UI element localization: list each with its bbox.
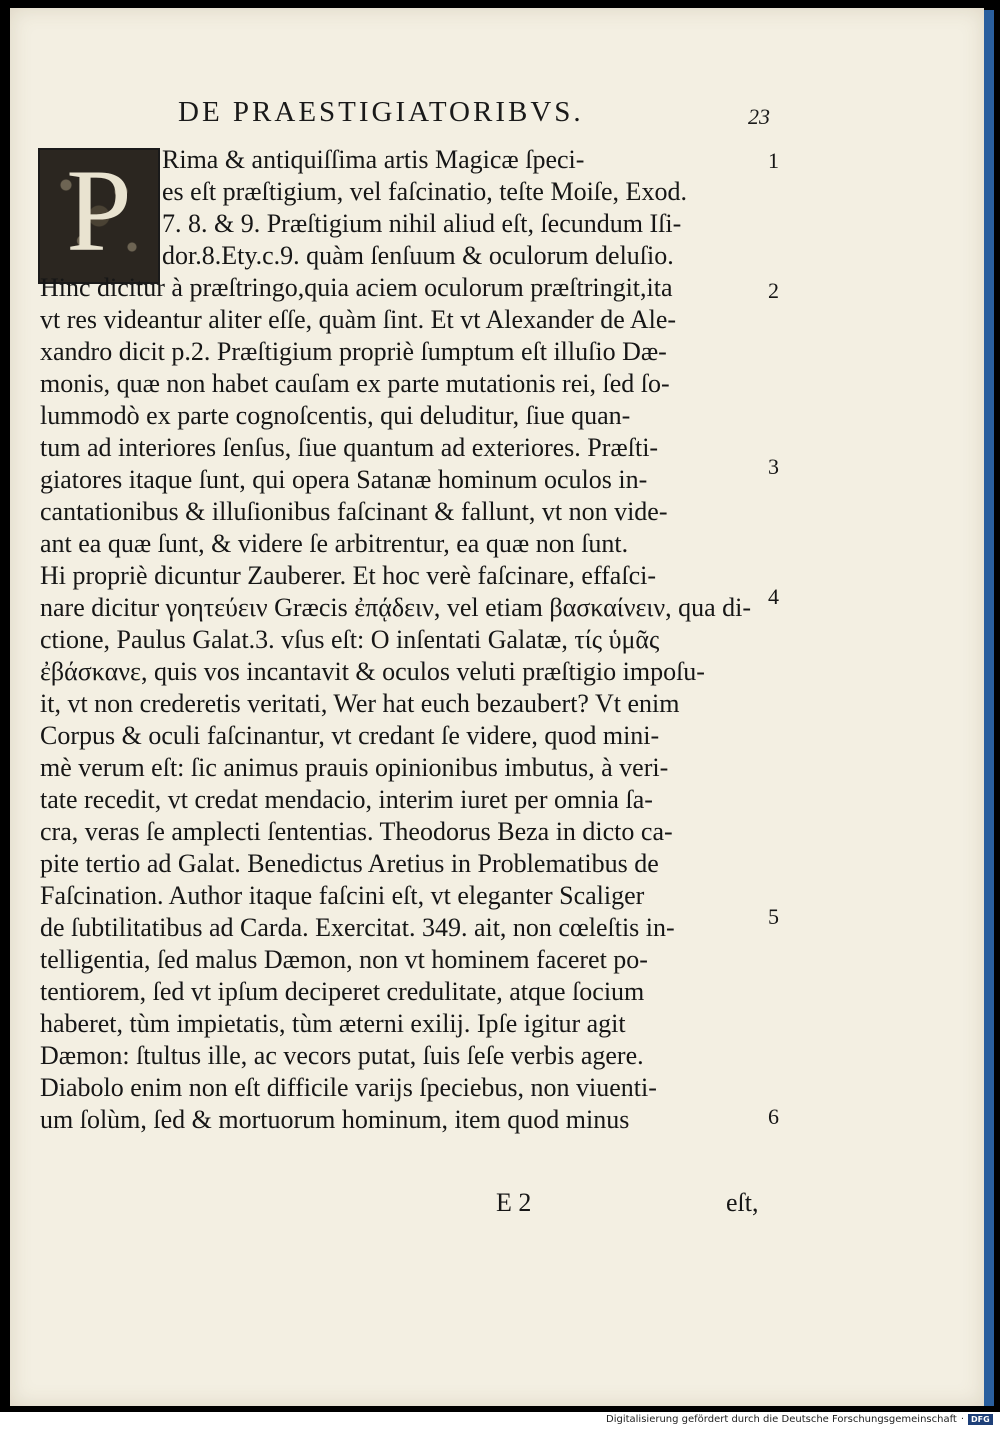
scan-color-strip [984,10,994,1406]
text-line: de ſubtilitatibus ad Carda. Exercitat. 349. ait, non cœleſtis in- [40,913,675,942]
margin-number: 5 [768,904,779,929]
decorated-initial [38,145,160,284]
text-line: xandro dicit p.2. Præſtigium propriè ſumptum eſt illuſio Dæ- [40,337,667,366]
text-line: Corpus & oculi faſcinantur, vt credant ſe videre, quod mini- [40,721,660,750]
text-line: lummodò ex parte cognoſcentis, qui deluditur, ſiue quan- [40,401,631,430]
margin-number: 3 [768,454,779,479]
text-line: pite tertio ad Galat. Benedictus Aretius in Problematibus de [40,849,659,878]
text-line: mè verum eſt: ſic animus prauis opinionibus imbutus, à veri- [40,753,669,782]
dfg-logo: DFG [968,1414,993,1425]
digitization-credit [606,1414,993,1425]
text-line: cra, veras ſe amplecti ſententias. Theodorus Beza in dicto ca- [40,817,673,846]
page-number: 23 [748,104,770,129]
margin-number: 1 [768,148,779,173]
text-line: Rima & antiquiſſima artis Magicæ ſpeci- [162,145,585,174]
text-line: Hinc dicitur à præſtringo,quia aciem oculorum præſtringit,ita [40,273,673,302]
book-page [10,8,984,1406]
text-line: it, vt non crederetis veritati, Wer hat euch bezaubert? Vt enim [40,689,680,718]
text-line: ant ea quæ ſunt, & videre ſe arbitrentur, ea quæ non ſunt. [40,529,629,558]
text-line: es eſt præſtigium, vel faſcinatio, teſte Moiſe, Exod. [162,177,687,206]
text-line: monis, quæ non habet cauſam ex parte mutationis rei, ſed ſo- [40,369,670,398]
text-line: Diabolo enim non eſt difficile varijs ſpeciebus, non viuenti- [40,1073,657,1102]
text-line: vt res videantur aliter eſſe, quàm ſint. Et vt Alexander de Ale- [40,305,677,334]
initial-letter: P [66,145,132,276]
text-line: ἐβάσκανε, quis vos incantavit & oculos veluti præſtigio impoſu- [40,657,705,686]
text-line: tum ad interiores ſenſus, ſiue quantum ad exteriores. Præſti- [40,433,659,462]
margin-number: 2 [768,278,779,303]
credit-text: Digitalisierung gefördert durch die Deutsche Forschungsgemeinschaft [606,1414,957,1425]
catchword: eſt, [726,1188,759,1217]
text-line: 7. 8. & 9. Præſtigium nihil aliud eſt, ſecundum Iſi- [162,209,682,238]
text-line: Hi propriè dicuntur Zauberer. Et hoc verè faſcinare, effaſci- [40,561,656,590]
margin-number: 6 [768,1104,779,1129]
text-line: telligentia, ſed malus Dæmon, non vt hominem faceret po- [40,945,648,974]
text-line: haberet, tùm impietatis, tùm æterni exilij. Ipſe igitur agit [40,1009,626,1038]
text-line: um ſolùm, ſed & mortuorum hominum, item quod minus [40,1105,630,1134]
text-line: ctione, Paulus Galat.3. vſus eſt: O inſentati Galatæ, τίς ὑμᾶς [40,625,660,654]
text-line: dor.8.Ety.c.9. quàm ſenſuum & oculorum deluſio. [162,241,674,270]
text-line: Faſcination. Author itaque faſcini eſt, vt eleganter Scaliger [40,881,645,910]
text-line: cantationibus & illuſionibus faſcinant & fallunt, vt non vide- [40,497,668,526]
text-line: tate recedit, vt credat mendacio, interim iuret per omnia ſa- [40,785,653,814]
running-header: DE PRAESTIGIATORIBVS. [178,96,584,128]
text-line: nare dicitur γοητεύειν Græcis ἐπᾴδειν, vel etiam βασκαίνειν, qua di- [40,593,752,622]
margin-number: 4 [768,584,779,609]
text-line: tentiorem, ſed vt ipſum deciperet credulitate, atque ſocium [40,977,645,1006]
text-line: giatores itaque ſunt, qui opera Satanæ hominum oculos in- [40,465,648,494]
credit-separator: · [960,1414,965,1425]
signature-mark: E 2 [496,1188,532,1217]
text-line: Dæmon: ſtultus ille, ac vecors putat, ſuis ſeſe verbis agere. [40,1041,644,1070]
